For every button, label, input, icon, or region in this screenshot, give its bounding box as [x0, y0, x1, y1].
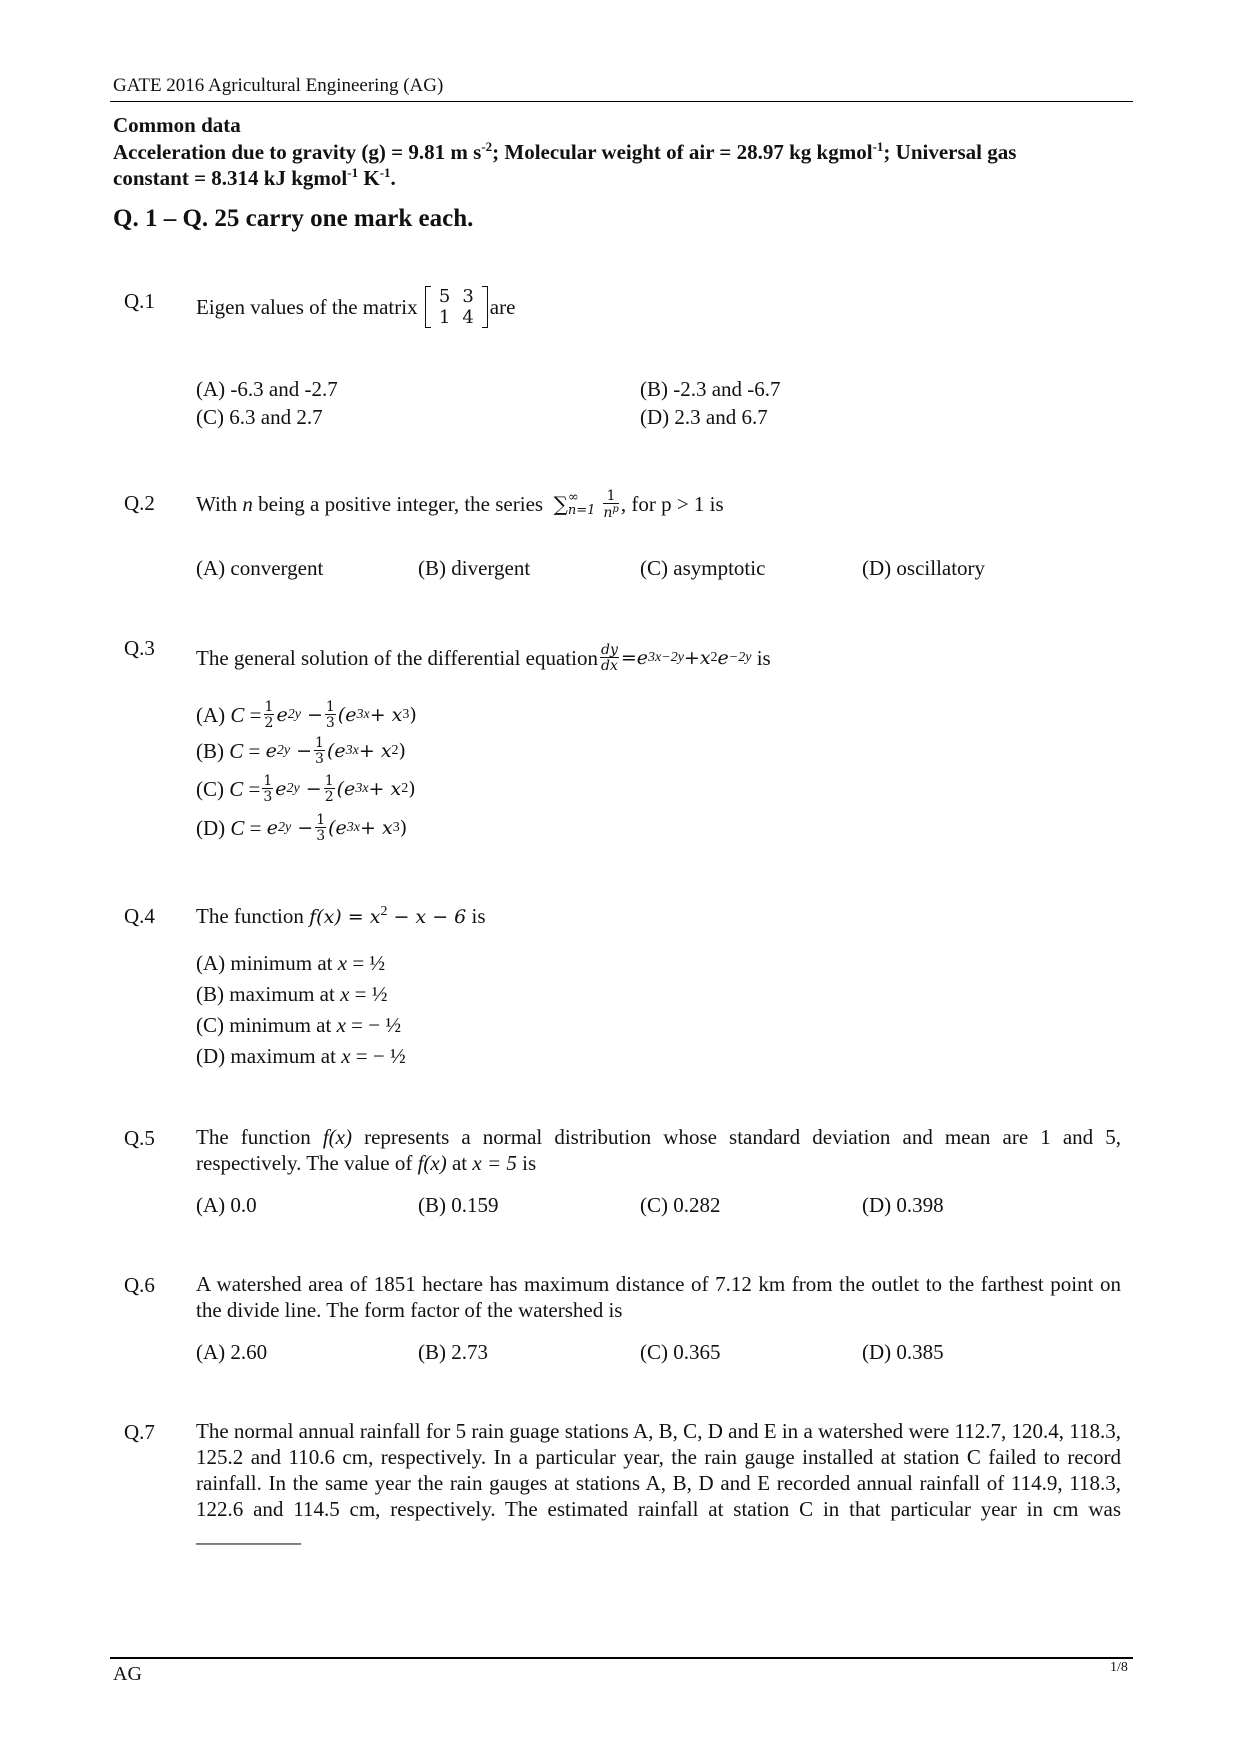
section-title: Q. 1 – Q. 25 carry one mark each. [113, 205, 474, 232]
option-d: (D) maximum at x = − ½ [196, 1044, 406, 1068]
option-d: (D) oscillatory [862, 556, 986, 580]
option-c: (C) 0.282 [640, 1193, 721, 1217]
footer-code: AG [113, 1663, 142, 1685]
summation-symbol: ∑ [553, 492, 568, 516]
common-data-line-1: Acceleration due to gravity (g) = 9.81 m $s^{-2}$; Molecular weight of air = 28.97 kg kgmol$^{-1}$; Universal gas [113, 139, 1017, 164]
question-number: Q.7 [124, 1420, 155, 1444]
question-6-text: A watershed area of 1851 hectare has maximum distance of 7.12 km from the outlet to the farthest point on the divide line. The form factor of the watershed is [196, 1272, 1121, 1322]
option-b: (B) maximum at x = ½ [196, 982, 388, 1006]
option-a: (A) 0.0 [196, 1193, 257, 1217]
question-number: Q.2 [124, 491, 155, 515]
question-number: Q.3 [124, 636, 155, 660]
option-c: (C) C = $\frac{1}{3}$ e 2y − $\frac{1}{2}$ (e 3x + x 2 ) [196, 773, 416, 805]
question-7-text: The normal annual rainfall for 5 rain guage stations A, B, C, D and E in a watershed were 112.7, 120.4, 118.3, 125.2 and 110.6 cm, respectively. In a particular year, the rain gauge installed at station C failed to record rainfall. In the same year the rain gauges at stations A, B, D and E recorded annual rainfall of 114.9, 118.3, 122.6 and 114.5 cm, respectively. The estimated rainfall at station C in that particular year in cm was __________ [196, 1419, 1121, 1547]
header-rule [110, 101, 1133, 102]
option-d: (D) C = e 2y − $\frac{1}{3}$ (e 3x + x 3 ) [196, 812, 408, 844]
footer-rule [110, 1657, 1133, 1659]
common-data-line-2: constant = 8.314 kJ kgmol$^{-1}$ $K^{-1}$. [113, 165, 396, 190]
option-c: (C) minimum at x = − ½ [196, 1013, 402, 1037]
option-b: (B) C = e 2y − $\frac{1}{3}$ (e 3x + x 2 ) [196, 735, 406, 767]
option-b: (B) 2.73 [418, 1340, 488, 1364]
option-a: (A) minimum at x = ½ [196, 951, 386, 975]
matrix: 5 3 1 4 [425, 286, 488, 328]
question-5-text: The function f(x) represents a normal distribution whose standard deviation and mean are 1 and 5, respectively. The value of f(x) at x = 5 is [196, 1125, 1122, 1175]
common-data-heading: Common data [113, 113, 241, 137]
page-number: 1/8 [1110, 1660, 1128, 1675]
question-number: Q.5 [124, 1126, 155, 1150]
option-b: (B) 0.159 [418, 1193, 499, 1217]
option-d: (D) 0.385 [862, 1340, 944, 1364]
page-header-title: GATE 2016 Agricultural Engineering (AG) [113, 75, 444, 96]
question-1-text: Eigen values of the matrix 5 3 1 4 are [196, 286, 516, 328]
question-number: Q.1 [124, 289, 155, 313]
option-b: (B) -2.3 and -6.7 [640, 377, 781, 401]
question-2-text: With n being a positive integer, the series ∑ ∞ n=1 $\frac{1}{n^p}$ , for p > 1 is [196, 487, 724, 521]
option-d: (D) 2.3 and 6.7 [640, 405, 768, 429]
question-3-text: The general solution of the differential equation $\frac{dy}{dx}$ = e 3x−2y + x 2 e −2y is [196, 642, 771, 674]
option-a: (A) -6.3 and -2.7 [196, 377, 338, 401]
option-a: (A) convergent [196, 556, 324, 580]
option-a: (A) C = $\frac{1}{2}$ e 2y − $\frac{1}{3}$ (e 3x + x 3 ) [196, 699, 417, 731]
option-a: (A) 2.60 [196, 1340, 268, 1364]
option-c: (C) 0.365 [640, 1340, 721, 1364]
option-b: (B) divergent [418, 556, 531, 580]
question-4-text: The function $f(x) = x^2 - x - 6$ is [196, 904, 486, 928]
option-d: (D) 0.398 [862, 1193, 944, 1217]
option-c: (C) asymptotic [640, 556, 766, 580]
question-number: Q.6 [124, 1273, 155, 1297]
question-number: Q.4 [124, 904, 155, 928]
option-c: (C) 6.3 and 2.7 [196, 405, 323, 429]
